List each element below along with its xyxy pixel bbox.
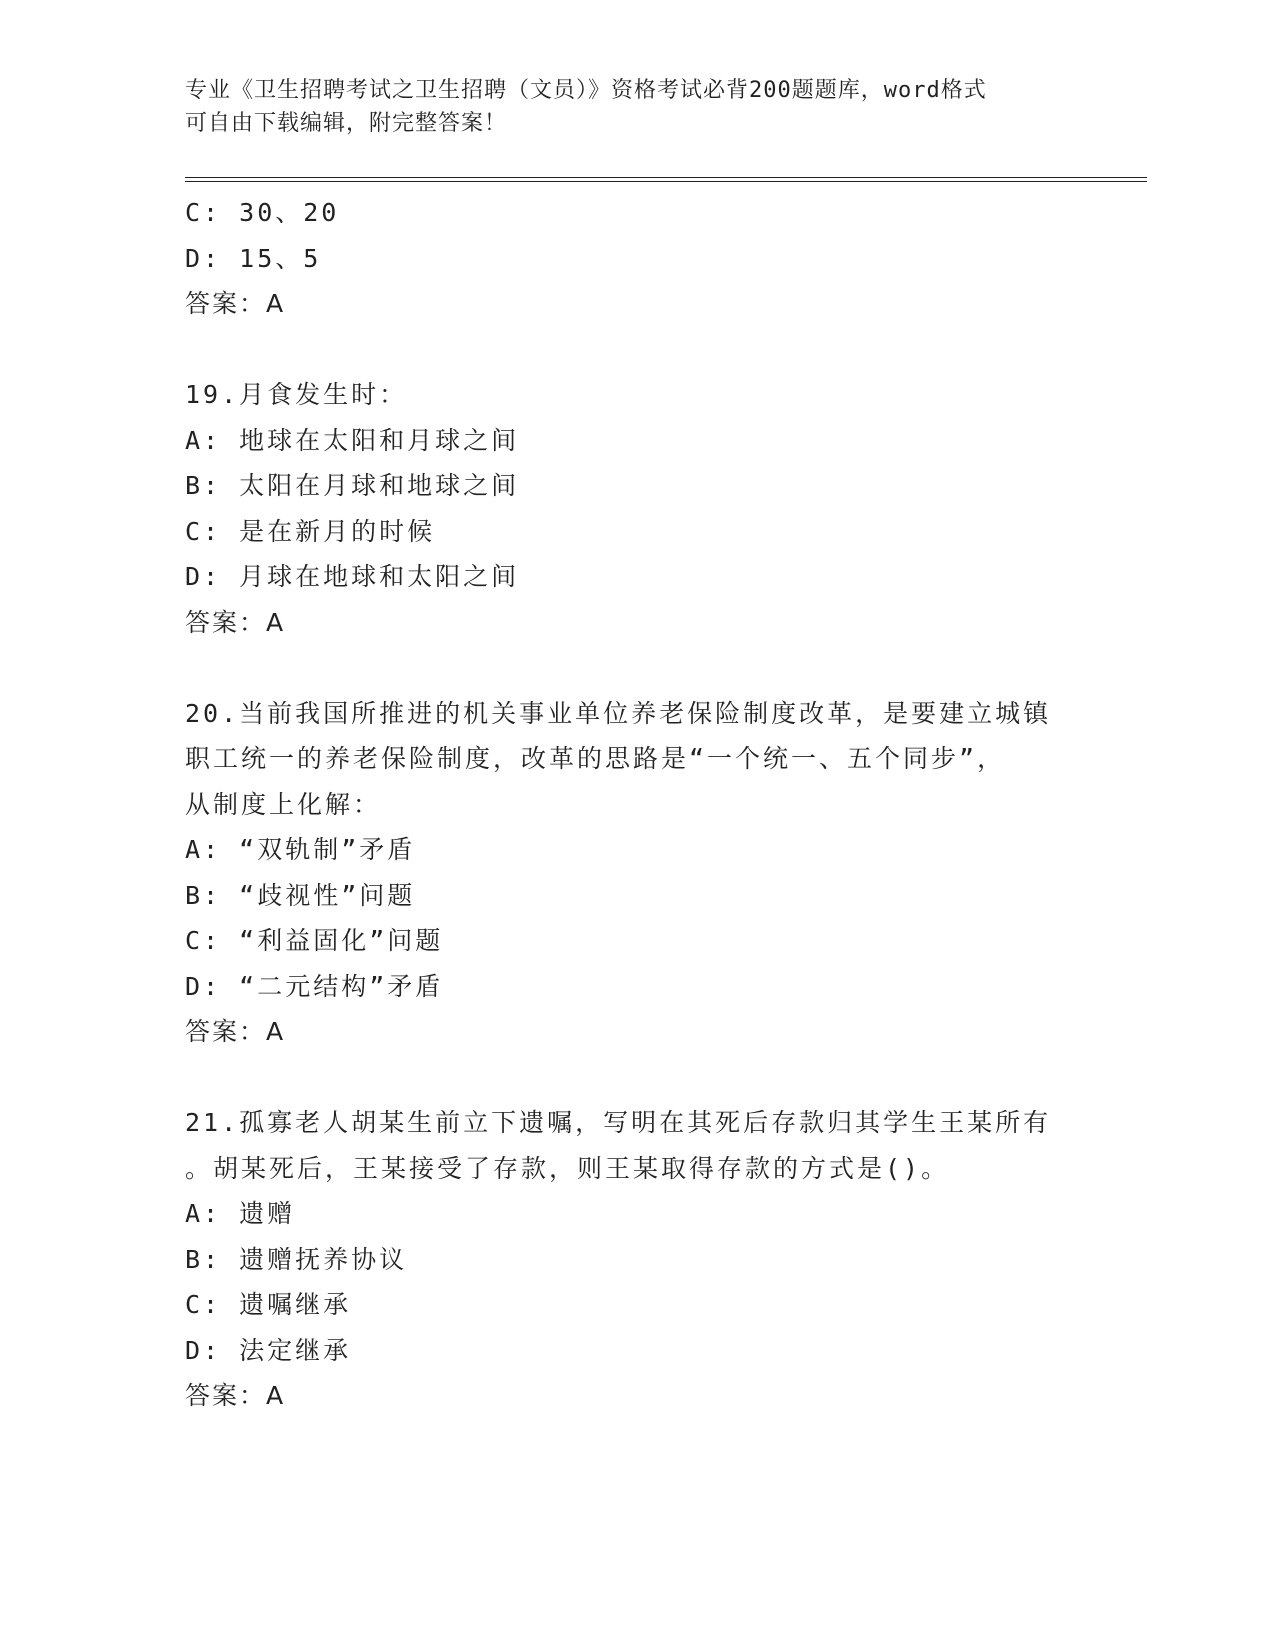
header-divider-bottom (185, 181, 1147, 182)
question-stem: 。胡某死后，王某接受了存款，则王某取得存款的方式是()。 (185, 1153, 950, 1183)
option-c: C: 遗嘱继承 (185, 1290, 352, 1319)
header-line-2: 可自由下载编辑，附完整答案！ (185, 111, 508, 136)
question-19 (185, 372, 1085, 645)
option-c: C: 30、20 (185, 198, 340, 227)
question-21 (185, 1100, 1085, 1419)
question-stem: 19.月食发生时： (185, 380, 408, 409)
question-20 (185, 691, 1085, 1055)
question-18-continued (185, 190, 1085, 327)
option-b: B: “歧视性”问题 (185, 880, 416, 910)
spacer (185, 327, 1085, 373)
option-a: A: “双轨制”矛盾 (185, 835, 416, 864)
option-c: C: 是在新月的时候 (185, 516, 436, 546)
option-a: A: 地球在太阳和月球之间 (185, 425, 520, 455)
answer: 答案：A (185, 1017, 286, 1046)
option-b: B: 遗赠抚养协议 (185, 1244, 408, 1274)
option-c: C: “利益固化”问题 (185, 926, 444, 955)
answer: 答案：A (185, 1381, 286, 1410)
option-d: D: 月球在地球和太阳之间 (185, 562, 520, 591)
option-d: D: “二元结构”矛盾 (185, 971, 444, 1001)
answer: 答案：A (185, 289, 286, 318)
document-header (185, 74, 1085, 140)
header-line-1: 专业《卫生招聘考试之卫生招聘（文员）》资格考试必背200题题库，word格式 (185, 78, 987, 103)
question-list (185, 190, 1085, 1419)
option-d: D: 法定继承 (185, 1335, 352, 1365)
option-a: A: 遗赠 (185, 1199, 296, 1228)
header-divider-top (185, 177, 1147, 178)
spacer (185, 1055, 1085, 1101)
answer: 答案：A (185, 607, 286, 637)
option-b: B: 太阳在月球和地球之间 (185, 471, 520, 500)
spacer (185, 645, 1085, 691)
option-d: D: 15、5 (185, 243, 322, 273)
question-stem: 21.孤寡老人胡某生前立下遗嘱，写明在其死后存款归其学生王某所有 (185, 1108, 1052, 1137)
question-stem: 20.当前我国所推进的机关事业单位养老保险制度改革，是要建立城镇 (185, 698, 1052, 728)
question-stem: 职工统一的养老保险制度，改革的思路是“一个统一、五个同步”， (185, 744, 1006, 773)
question-stem: 从制度上化解： (185, 789, 382, 819)
